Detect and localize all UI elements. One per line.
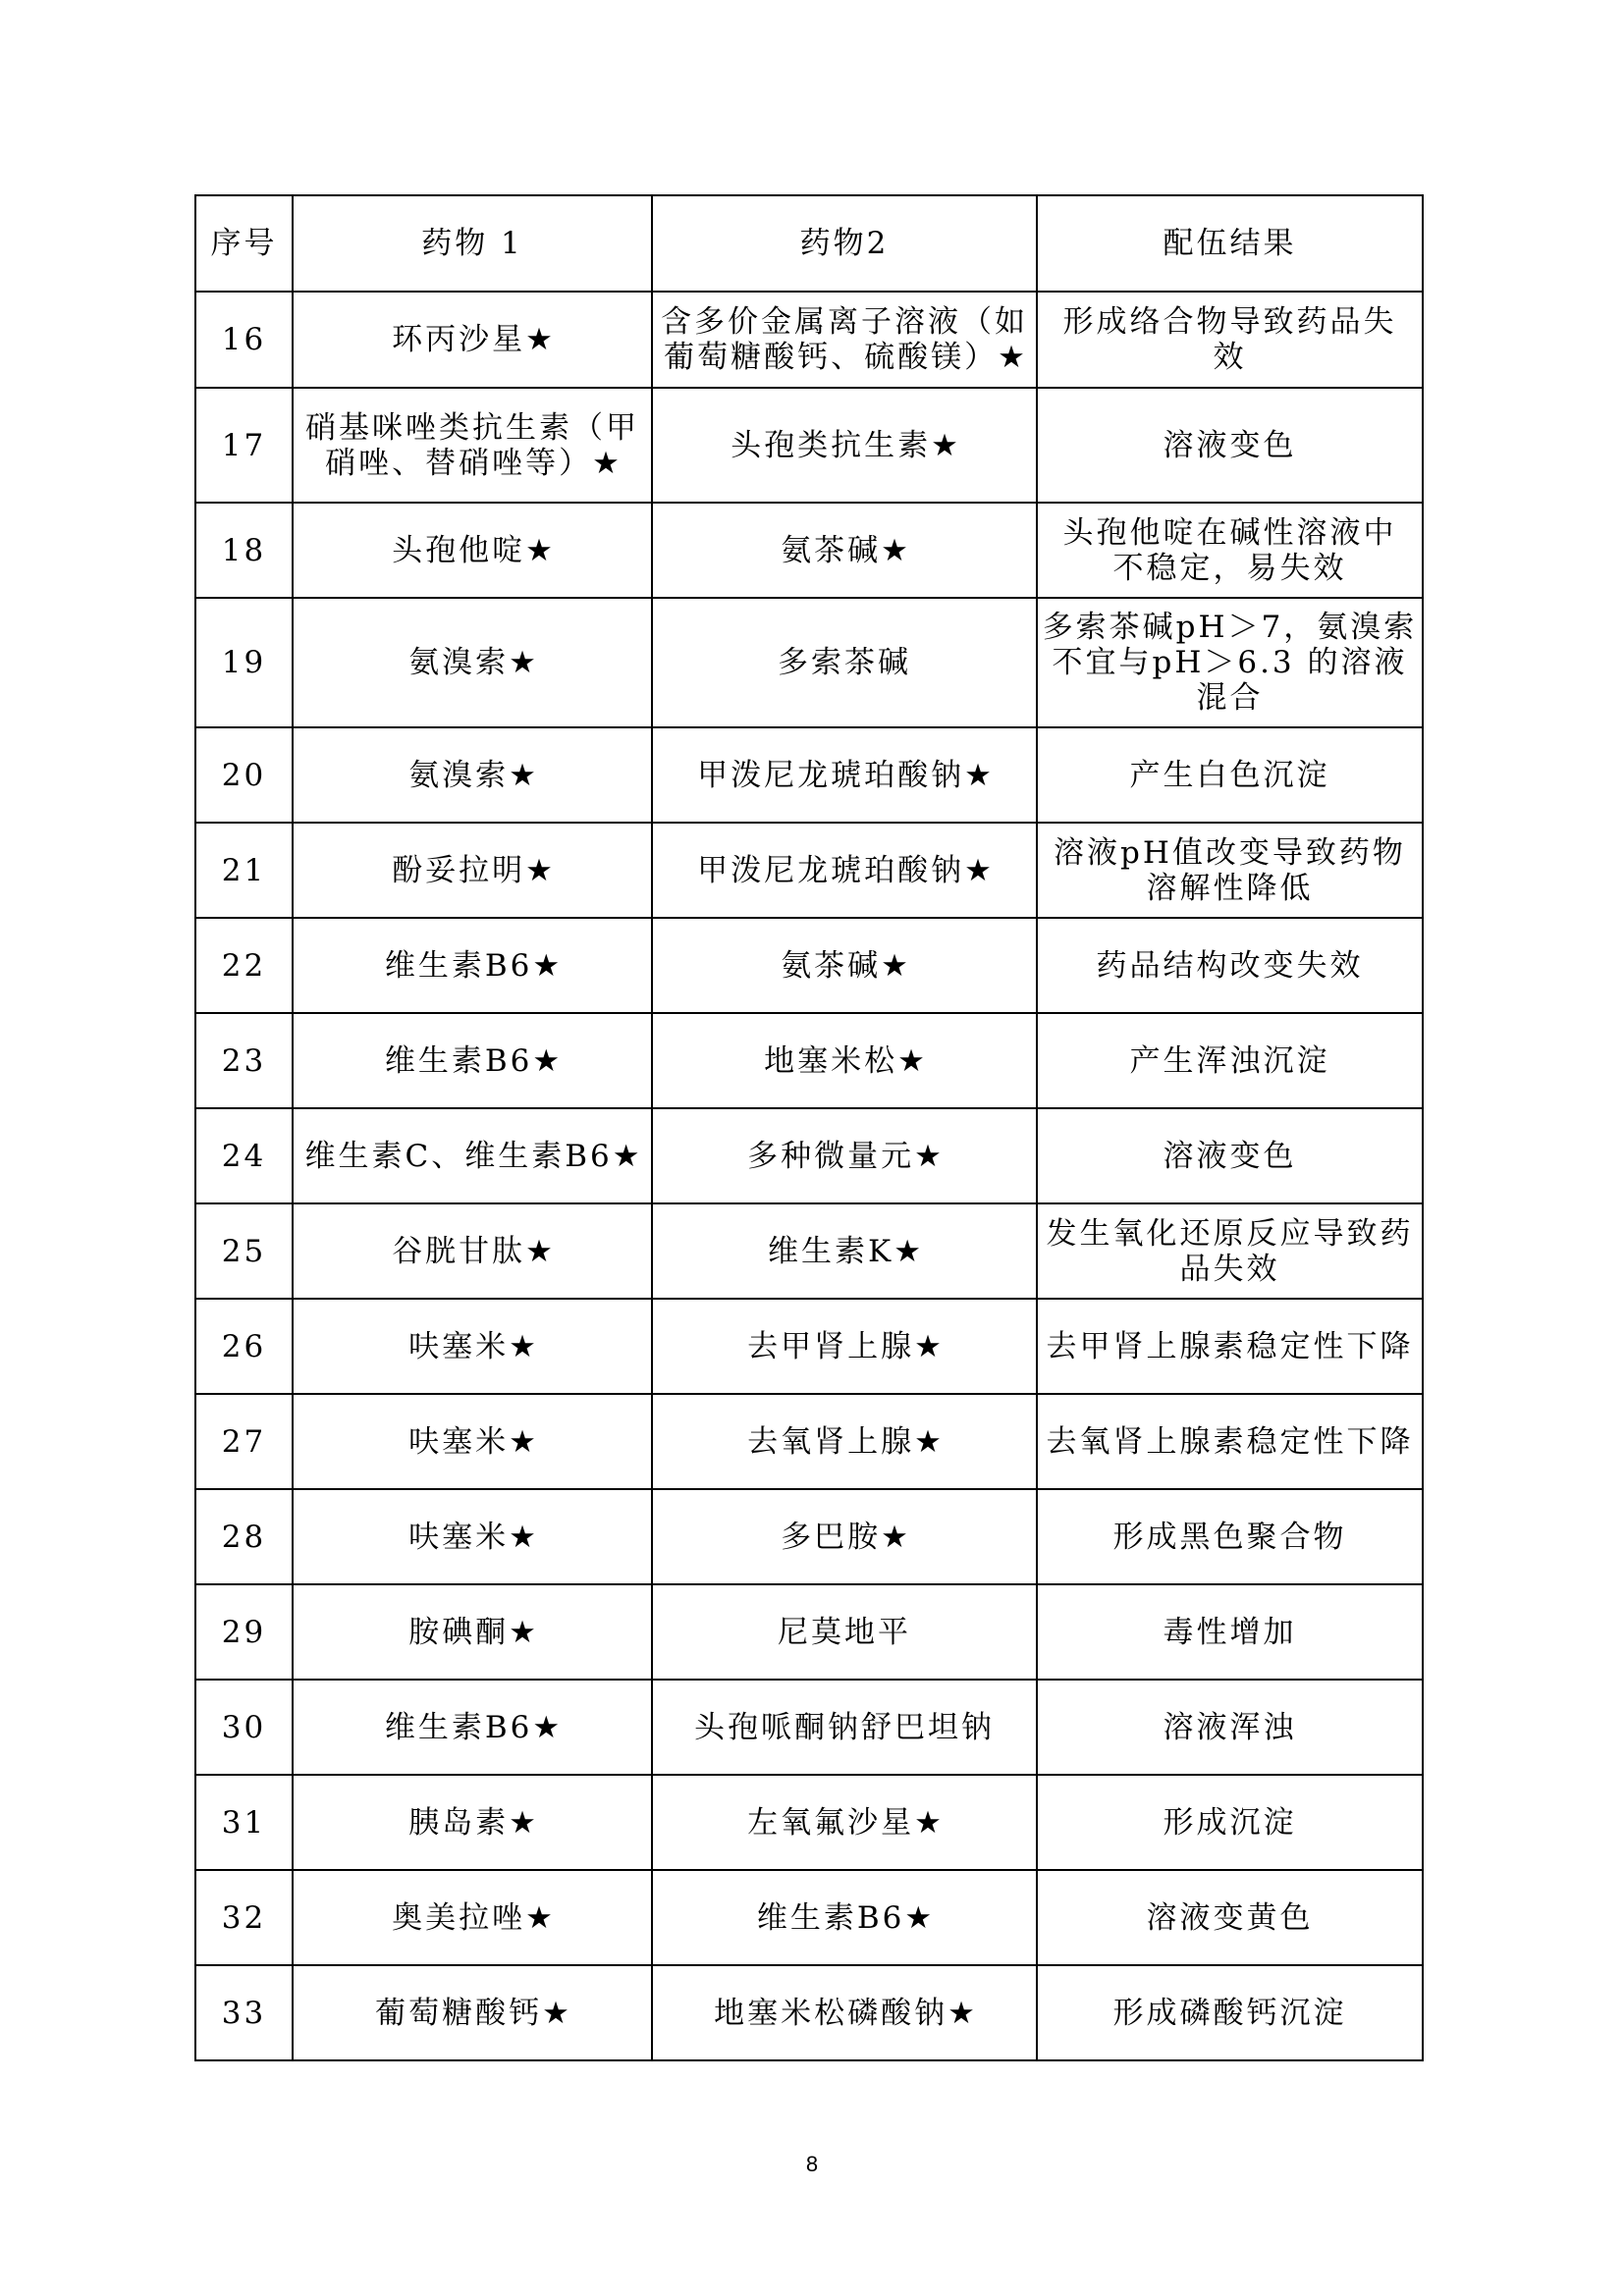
- cell-drug-1-text: 胺碘酮: [408, 1614, 510, 1650]
- cell-drug-1-text: 呋塞米: [408, 1423, 510, 1460]
- cell-drug-1: [293, 503, 652, 598]
- cell-serial-number: [195, 1299, 293, 1394]
- star-icon: ★: [525, 852, 553, 888]
- cell-drug-1-text: 葡萄糖酸钙: [375, 1995, 543, 2031]
- cell-serial-number-text: 26: [221, 1328, 267, 1364]
- table-row: [195, 727, 1423, 823]
- star-icon: ★: [509, 757, 536, 793]
- header-compatibility-result: 配伍结果: [1037, 195, 1423, 292]
- cell-drug-1: [293, 1489, 652, 1584]
- cell-drug-1-text: 维生素B6: [384, 1709, 533, 1745]
- cell-compatibility-result: [1037, 503, 1423, 598]
- table-row: [195, 1584, 1423, 1680]
- cell-drug-2-text: 氨茶碱: [781, 532, 882, 568]
- cell-drug-2-text: 多索茶碱: [778, 645, 911, 680]
- cell-drug-2: [652, 1680, 1037, 1775]
- table-row: [195, 918, 1423, 1013]
- cell-serial-number-text: 30: [221, 1709, 267, 1745]
- cell-compatibility-result-text: 溶液变色: [1163, 1138, 1297, 1174]
- cell-drug-2: [652, 503, 1037, 598]
- cell-drug-1: [293, 918, 652, 1013]
- cell-drug-2: [652, 1584, 1037, 1680]
- cell-drug-2: [652, 1108, 1037, 1203]
- cell-serial-number: [195, 1680, 293, 1775]
- cell-compatibility-result-text: 溶液pH值改变导致药物 溶解性降低: [1054, 834, 1406, 906]
- cell-serial-number-text: 21: [221, 852, 267, 888]
- cell-compatibility-result: [1037, 727, 1423, 823]
- star-icon: ★: [532, 1709, 561, 1745]
- cell-drug-2-text: 左氧氟沙星: [747, 1804, 915, 1841]
- table-row: [195, 503, 1423, 598]
- cell-drug-1-text: 维生素C、维生素B6: [304, 1138, 613, 1174]
- cell-compatibility-result-text: 溶液浑浊: [1163, 1709, 1297, 1745]
- cell-serial-number: [195, 598, 293, 727]
- star-icon: ★: [509, 1519, 536, 1555]
- cell-serial-number-text: 25: [221, 1233, 267, 1269]
- star-icon: ★: [914, 1804, 942, 1841]
- cell-drug-1-text: 硝基咪唑类抗生素（甲硝唑、替硝唑等）: [305, 409, 639, 481]
- cell-compatibility-result: [1037, 1584, 1423, 1680]
- cell-serial-number: [195, 1013, 293, 1108]
- cell-serial-number: [195, 292, 293, 388]
- table-row: [195, 1870, 1423, 1965]
- cell-drug-1: [293, 388, 652, 503]
- cell-serial-number: [195, 1203, 293, 1299]
- page-number: 8: [805, 2152, 819, 2176]
- table-row: [195, 1680, 1423, 1775]
- cell-drug-2-text: 去氧肾上腺: [747, 1423, 915, 1460]
- cell-compatibility-result: [1037, 1203, 1423, 1299]
- cell-compatibility-result: [1037, 1299, 1423, 1394]
- cell-drug-1-text: 谷胱甘肽: [392, 1233, 526, 1269]
- cell-serial-number: [195, 1584, 293, 1680]
- cell-drug-2-text: 地塞米松磷酸钠: [714, 1995, 948, 2031]
- star-icon: ★: [509, 1614, 536, 1650]
- cell-drug-1: [293, 1965, 652, 2060]
- cell-drug-2-text: 头孢类抗生素: [731, 427, 932, 463]
- cell-drug-2: [652, 1394, 1037, 1489]
- cell-serial-number: [195, 918, 293, 1013]
- cell-drug-1: [293, 1584, 652, 1680]
- cell-drug-2: [652, 1965, 1037, 2060]
- cell-compatibility-result: [1037, 823, 1423, 918]
- table-row: [195, 1203, 1423, 1299]
- cell-drug-2-text: 维生素B6: [756, 1899, 905, 1936]
- cell-compatibility-result: [1037, 1013, 1423, 1108]
- cell-drug-1: [293, 292, 652, 388]
- table-row: [195, 1013, 1423, 1108]
- star-icon: ★: [532, 1042, 561, 1079]
- cell-drug-2-text: 地塞米松: [764, 1042, 898, 1079]
- table-row: [195, 1394, 1423, 1489]
- table-row: [195, 823, 1423, 918]
- cell-drug-1: [293, 727, 652, 823]
- cell-compatibility-result: [1037, 1870, 1423, 1965]
- star-icon: ★: [998, 340, 1025, 375]
- cell-serial-number-text: 20: [221, 757, 267, 793]
- star-icon: ★: [881, 1519, 908, 1555]
- header-serial-number: 序号: [195, 195, 293, 292]
- cell-drug-1: [293, 823, 652, 918]
- cell-drug-2: [652, 727, 1037, 823]
- cell-serial-number: [195, 727, 293, 823]
- cell-serial-number: [195, 388, 293, 503]
- cell-compatibility-result: [1037, 388, 1423, 503]
- cell-drug-1-text: 胰岛素: [408, 1804, 510, 1841]
- cell-compatibility-result-text: 发生氧化还原反应导致药品失效: [1046, 1215, 1414, 1287]
- cell-compatibility-result: [1037, 598, 1423, 727]
- table-header-row: [195, 195, 1423, 292]
- cell-drug-1-text: 头孢他啶: [392, 532, 526, 568]
- star-icon: ★: [509, 1804, 536, 1841]
- star-icon: ★: [914, 1423, 942, 1460]
- cell-drug-2-text: 头孢哌酮钠舒巴坦钠: [694, 1709, 995, 1745]
- cell-drug-2: [652, 1203, 1037, 1299]
- cell-serial-number-text: 17: [221, 427, 267, 463]
- cell-drug-2: [652, 598, 1037, 727]
- cell-drug-2-text: 多巴胺: [781, 1519, 882, 1555]
- cell-serial-number-text: 28: [221, 1519, 267, 1555]
- cell-drug-1-text: 维生素B6: [384, 947, 533, 984]
- table-row: [195, 1299, 1423, 1394]
- star-icon: ★: [525, 322, 553, 357]
- table-row: [195, 292, 1423, 388]
- cell-serial-number-text: 22: [221, 947, 267, 984]
- cell-compatibility-result: [1037, 1489, 1423, 1584]
- cell-compatibility-result-text: 去氧肾上腺素稳定性下降: [1046, 1423, 1414, 1460]
- cell-serial-number-text: 29: [221, 1614, 267, 1650]
- cell-serial-number-text: 16: [221, 322, 267, 357]
- cell-drug-1-text: 奥美拉唑: [392, 1899, 526, 1936]
- cell-drug-1-text: 氨溴索: [408, 757, 510, 793]
- cell-serial-number: [195, 1108, 293, 1203]
- cell-compatibility-result-text: 产生浑浊沉淀: [1129, 1042, 1330, 1079]
- cell-compatibility-result-text: 形成黑色聚合物: [1112, 1519, 1347, 1555]
- cell-drug-2-text: 甲泼尼龙琥珀酸钠: [697, 852, 965, 888]
- cell-drug-2-text: 甲泼尼龙琥珀酸钠: [697, 757, 965, 793]
- cell-drug-2: [652, 1489, 1037, 1584]
- star-icon: ★: [525, 1899, 553, 1936]
- cell-compatibility-result: [1037, 918, 1423, 1013]
- cell-drug-2-text: 维生素K: [768, 1233, 894, 1269]
- cell-serial-number: [195, 1870, 293, 1965]
- star-icon: ★: [509, 645, 536, 680]
- cell-drug-2: [652, 1870, 1037, 1965]
- cell-drug-1: [293, 1775, 652, 1870]
- cell-compatibility-result-text: 溶液变色: [1163, 427, 1297, 463]
- cell-drug-1: [293, 1680, 652, 1775]
- cell-drug-2-text: 去甲肾上腺: [747, 1328, 915, 1364]
- cell-compatibility-result: [1037, 1680, 1423, 1775]
- cell-serial-number-text: 23: [221, 1042, 267, 1079]
- cell-serial-number: [195, 1489, 293, 1584]
- cell-compatibility-result-text: 形成磷酸钙沉淀: [1112, 1995, 1347, 2031]
- cell-compatibility-result-text: 多索茶碱pH＞7，氨溴索不宜与pH＞6.3 的溶液混合: [1042, 610, 1418, 716]
- star-icon: ★: [509, 1328, 536, 1364]
- cell-serial-number: [195, 503, 293, 598]
- cell-drug-2: [652, 1013, 1037, 1108]
- cell-drug-1: [293, 1203, 652, 1299]
- header-drug-2: 药物2: [652, 195, 1037, 292]
- cell-drug-2-text: 含多价金属离子溶液（如葡萄糖酸钙、硫酸镁）: [661, 304, 1028, 375]
- cell-compatibility-result: [1037, 1108, 1423, 1203]
- star-icon: ★: [947, 1995, 975, 2031]
- star-icon: ★: [897, 1042, 925, 1079]
- cell-drug-1-text: 酚妥拉明: [392, 852, 526, 888]
- table-row: [195, 1108, 1423, 1203]
- star-icon: ★: [509, 1423, 536, 1460]
- cell-serial-number-text: 31: [221, 1804, 267, 1841]
- star-icon: ★: [964, 757, 992, 793]
- cell-drug-1-text: 呋塞米: [408, 1519, 510, 1555]
- cell-serial-number-text: 32: [221, 1899, 267, 1936]
- star-icon: ★: [914, 1328, 942, 1364]
- cell-serial-number-text: 33: [221, 1995, 267, 2031]
- cell-drug-1: [293, 1299, 652, 1394]
- cell-drug-2: [652, 292, 1037, 388]
- cell-drug-1-text: 氨溴索: [408, 645, 510, 680]
- cell-drug-1-text: 环丙沙星: [392, 322, 526, 357]
- cell-drug-2: [652, 1775, 1037, 1870]
- star-icon: ★: [612, 1138, 640, 1174]
- table-row: [195, 388, 1423, 503]
- cell-serial-number: [195, 823, 293, 918]
- star-icon: ★: [964, 852, 992, 888]
- cell-compatibility-result: [1037, 1394, 1423, 1489]
- table-row: [195, 1775, 1423, 1870]
- cell-serial-number-text: 19: [221, 645, 267, 680]
- cell-compatibility-result-text: 形成络合物导致药品失 效: [1062, 304, 1397, 375]
- cell-drug-1: [293, 598, 652, 727]
- table-body: [195, 292, 1423, 2060]
- header-drug-1: 药物 1: [293, 195, 652, 292]
- star-icon: ★: [532, 947, 561, 984]
- cell-compatibility-result-text: 毒性增加: [1163, 1614, 1297, 1650]
- cell-serial-number: [195, 1775, 293, 1870]
- cell-serial-number-text: 18: [221, 532, 267, 568]
- star-icon: ★: [525, 532, 553, 568]
- cell-compatibility-result: [1037, 1775, 1423, 1870]
- cell-drug-2-text: 多种微量元: [747, 1138, 915, 1174]
- cell-compatibility-result-text: 形成沉淀: [1163, 1804, 1297, 1841]
- star-icon: ★: [542, 1995, 569, 2031]
- table-row: [195, 1965, 1423, 2060]
- star-icon: ★: [914, 1138, 942, 1174]
- cell-drug-2-text: 氨茶碱: [781, 947, 882, 984]
- cell-drug-2: [652, 388, 1037, 503]
- cell-compatibility-result: [1037, 1965, 1423, 2060]
- cell-compatibility-result-text: 溶液变黄色: [1146, 1899, 1314, 1936]
- drug-compatibility-table: [194, 194, 1424, 2061]
- cell-serial-number-text: 24: [221, 1138, 267, 1174]
- cell-drug-2: [652, 918, 1037, 1013]
- cell-serial-number: [195, 1394, 293, 1489]
- cell-drug-2-text: 尼莫地平: [778, 1614, 911, 1650]
- table-row: [195, 1489, 1423, 1584]
- cell-compatibility-result-text: 产生白色沉淀: [1129, 757, 1330, 793]
- star-icon: ★: [931, 427, 958, 463]
- star-icon: ★: [525, 1233, 553, 1269]
- cell-drug-1: [293, 1870, 652, 1965]
- cell-drug-1-text: 呋塞米: [408, 1328, 510, 1364]
- star-icon: ★: [881, 532, 908, 568]
- cell-drug-1: [293, 1394, 652, 1489]
- star-icon: ★: [893, 1233, 921, 1269]
- cell-compatibility-result-text: 去甲肾上腺素稳定性下降: [1046, 1328, 1414, 1364]
- star-icon: ★: [592, 445, 620, 481]
- star-icon: ★: [881, 947, 908, 984]
- cell-serial-number-text: 27: [221, 1423, 267, 1460]
- cell-drug-1: [293, 1108, 652, 1203]
- cell-compatibility-result-text: 头孢他啶在碱性溶液中 不稳定，易失效: [1062, 514, 1397, 586]
- cell-drug-1-text: 维生素B6: [384, 1042, 533, 1079]
- cell-drug-2: [652, 1299, 1037, 1394]
- cell-drug-2: [652, 823, 1037, 918]
- cell-compatibility-result-text: 药品结构改变失效: [1096, 947, 1364, 984]
- star-icon: ★: [904, 1899, 933, 1936]
- cell-drug-1: [293, 1013, 652, 1108]
- table-row: [195, 598, 1423, 727]
- cell-serial-number: [195, 1965, 293, 2060]
- cell-compatibility-result: [1037, 292, 1423, 388]
